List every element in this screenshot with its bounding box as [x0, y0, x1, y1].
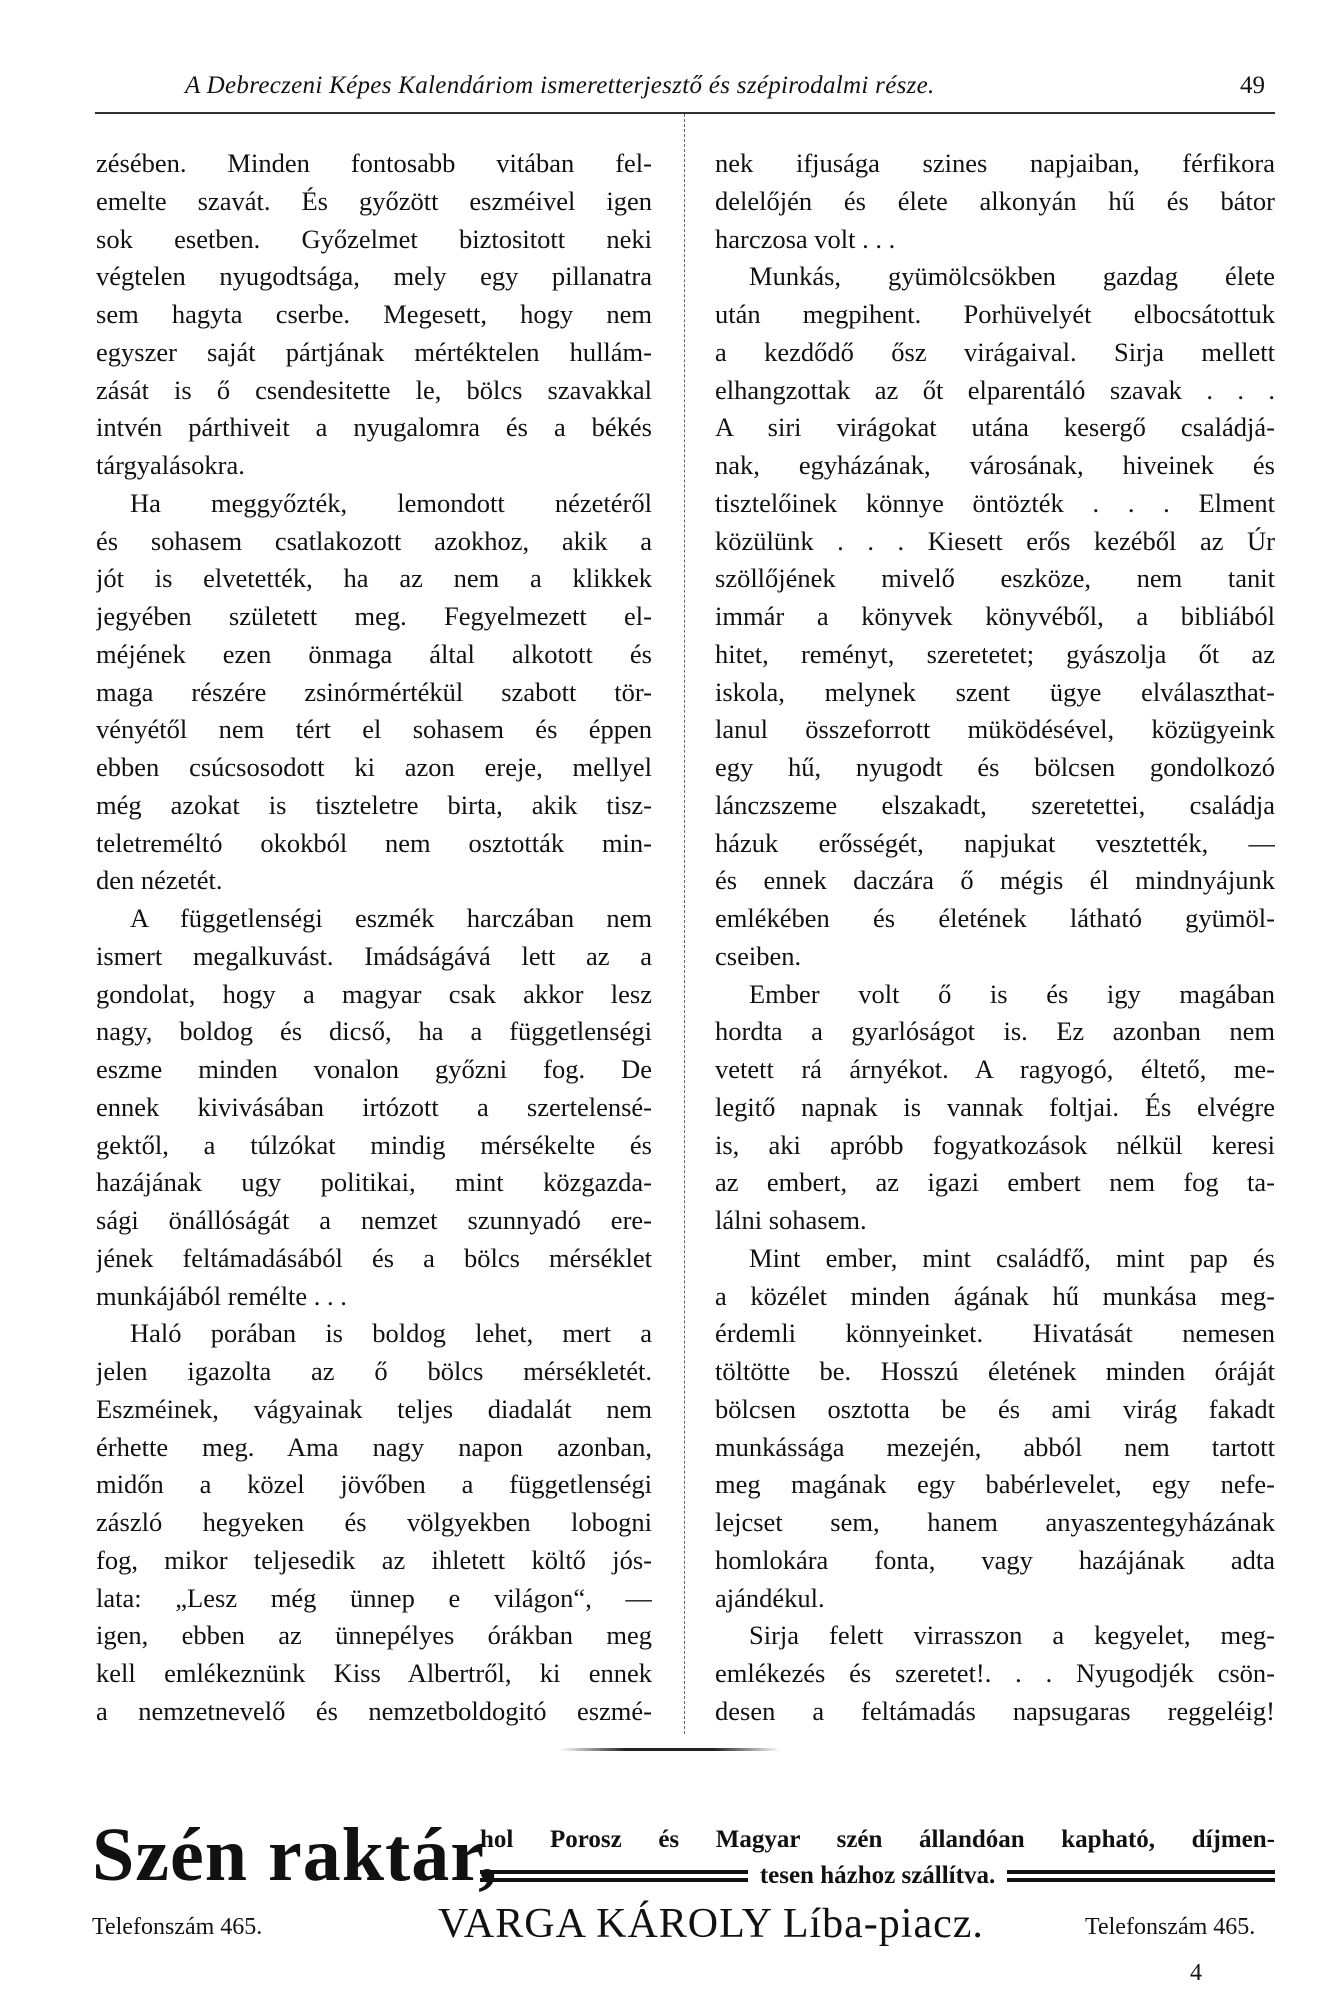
text-line: méjének ezen önmaga által alkotott és: [96, 638, 652, 669]
text-line: érhette meg. Ama nagy napon azonban,: [96, 1431, 652, 1462]
text-line: házuk erősségét, napjukat vesztették, —: [715, 827, 1275, 858]
ad-line-2-row: [480, 1862, 1275, 1890]
text-line: hitet, reményt, szeretetet; gyászolja őt az: [715, 638, 1275, 669]
text-line: végtelen nyugodtsága, mely egy pillanatra: [96, 261, 652, 292]
text-line: legitő napnak is vannak foltjai. És elvégre: [715, 1091, 1275, 1122]
right-column: [715, 145, 1275, 1731]
page-number: 49: [1240, 72, 1265, 99]
text-line: zását is ő csendesitette le, bölcs szavakkal: [96, 374, 652, 405]
column-divider: [684, 114, 685, 1734]
text-line: Sirja felett virrasszon a kegyelet, meg-: [749, 1620, 1275, 1651]
header-rule: [95, 112, 1275, 114]
text-line: delelőjén és élete alkonyán hű és bátor: [715, 185, 1275, 216]
ad-phone-left: Telefonszám 465.: [92, 1914, 263, 1940]
left-column: [96, 145, 652, 1731]
text-line: után megpihent. Porhüvelyét elbocsátottuk: [715, 299, 1275, 329]
text-line: emelte szavát. És győzött eszméivel igen: [96, 185, 652, 216]
text-line: bölcsen osztotta be és ami virág fakadt: [715, 1393, 1275, 1424]
text-line: fog, mikor teljesedik az ihletett költő jós-: [96, 1544, 652, 1575]
text-line: a kezdődő ősz virágaival. Sirja mellett: [715, 336, 1275, 367]
text-line: gondolat, hogy a magyar csak akkor lesz: [96, 978, 652, 1009]
text-line: és sohasem csatlakozott azokhoz, akik a: [96, 525, 652, 556]
double-rule: [1007, 1870, 1275, 1882]
text-line: emlékezés és szeretet!. . . Nyugodjék csön-: [715, 1658, 1275, 1688]
text-line: tárgyalásokra.: [96, 450, 245, 480]
text-line: a nemzetnevelő és nemzetboldogitó eszmé-: [96, 1695, 652, 1726]
text-line: lata: „Lesz még ünnep e világon“, —: [96, 1582, 652, 1613]
signature-mark: 4: [1190, 1960, 1202, 1986]
text-line: az embert, az igazi embert nem fog ta-: [715, 1167, 1275, 1198]
text-line: lálni sohasem.: [715, 1205, 867, 1235]
text-line: harczosa volt . . .: [715, 223, 896, 254]
ad-phone-right: Telefonszám 465.: [1085, 1914, 1256, 1940]
text-line: zésében. Minden fontosabb vitában fel-: [96, 148, 652, 178]
text-line: jelen igazolta az ő bölcs mérsékletét.: [96, 1356, 652, 1386]
ad-title: Szén raktár,: [92, 1813, 499, 1897]
text-line: szöllőjének mivelő eszköze, nem tanit: [715, 563, 1275, 594]
text-line: jót is elvetették, ha az nem a klikkek: [96, 563, 652, 594]
text-line: még azokat is tiszteletre birta, akik tisz-: [96, 789, 652, 820]
text-line: nek ifjusága szines napjaiban, férfikora: [715, 148, 1275, 178]
text-line: teletreméltó okokból nem osztották min-: [96, 827, 652, 858]
text-line: den nézetét.: [96, 865, 223, 896]
text-line: kell emlékeznünk Kiss Albertről, ki ennek: [96, 1658, 652, 1688]
text-line: nagy, boldog és dicső, ha a függetlenségi: [96, 1016, 652, 1047]
text-line: A függetlenségi eszmék harczában nem: [130, 903, 652, 933]
text-line: tisztelőinek könnye öntözték . . . Elment: [715, 487, 1275, 518]
text-line: érdemli könnyeinket. Hivatását nemesen: [715, 1318, 1275, 1349]
text-line: emlékében és életének látható gyümöl-: [715, 903, 1275, 933]
text-line: nak, egyházának, városának, hiveinek és: [715, 450, 1275, 480]
ad-line-2: tesen házhoz szállítva.: [759, 1862, 996, 1889]
text-line: zászló hegyeken és völgyekben lobogni: [96, 1507, 652, 1537]
text-line: meg magának egy babérlevelet, egy nefe-: [715, 1469, 1275, 1500]
text-line: lánczszeme elszakadt, szeretettei, családja: [715, 789, 1275, 820]
text-line: iskola, melynek szent ügye elválaszthat-: [715, 676, 1275, 707]
double-rule: [480, 1870, 748, 1882]
text-line: is, aki apróbb fogyatkozások nélkül keresi: [715, 1129, 1275, 1160]
ad-merchant: VARGA KÁROLY Líba-piacz.: [438, 1901, 984, 1947]
text-line: lejcset sem, hanem anyaszentegyházának: [715, 1507, 1275, 1537]
text-line: Eszméinek, vágyainak teljes diadalát nem: [96, 1393, 652, 1424]
text-line: sági önállóságát a nemzet szunnyadó ere-: [96, 1205, 652, 1235]
text-line: vetett rá árnyékot. A ragyogó, éltető, me-: [715, 1054, 1275, 1084]
text-line: A siri virágokat utána kesergő családjá-: [715, 412, 1275, 443]
text-line: egy hű, nyugodt és bölcsen gondolkozó: [715, 752, 1275, 782]
text-line: Ha meggyőzték, lemondott nézetéről: [130, 487, 652, 518]
text-line: igen, ebben az ünnepélyes órákban meg: [96, 1620, 652, 1651]
text-line: Haló porában is boldog lehet, mert a: [130, 1318, 652, 1349]
text-line: ajándékul.: [715, 1582, 825, 1613]
text-line: maga részére zsinórmértékül szabott tör-: [96, 676, 652, 707]
text-line: jegyében született meg. Fegyelmezett el-: [96, 601, 652, 631]
text-line: intvén párthiveit a nyugalomra és a békés: [96, 412, 652, 443]
text-line: midőn a közel jövőben a függetlenségi: [96, 1469, 652, 1500]
text-line: cseiben.: [715, 940, 802, 971]
text-line: eszme minden vonalon győzni fog. De: [96, 1054, 652, 1084]
text-line: Ember volt ő is és igy magában: [749, 978, 1275, 1009]
text-line: ennek kivivásában irtózott a szertelensé-: [96, 1091, 652, 1122]
text-line: elhangzottak az őt elparentáló szavak . . .: [715, 374, 1275, 405]
ornamental-divider: [560, 1748, 780, 1751]
text-line: jének feltámadásából és a bölcs mérséklet: [96, 1242, 652, 1273]
text-line: gektől, a túlzókat mindig mérsékelte és: [96, 1129, 652, 1160]
text-line: ismert megalkuvást. Imádságává lett az a: [96, 940, 652, 971]
text-line: egyszer saját pártjának mértéktelen hullám-: [96, 336, 652, 367]
text-line: desen a feltámadás napsugaras reggeléig!: [715, 1695, 1275, 1726]
text-line: lanul összeforrott müködésével, közügyeink: [715, 714, 1275, 745]
text-line: Munkás, gyümölcsökben gazdag élete: [749, 261, 1275, 292]
ad-line-1: hol Porosz és Magyar szén állandóan kapható, díjmen-: [480, 1826, 1275, 1853]
text-line: hazájának ugy politikai, mint közgazda-: [96, 1167, 652, 1198]
text-line: töltötte be. Hosszú életének minden óráját: [715, 1356, 1275, 1386]
text-line: Mint ember, mint családfő, mint pap és: [749, 1242, 1275, 1273]
text-line: a közélet minden ágának hű munkása meg-: [715, 1280, 1275, 1311]
text-line: sok esetben. Győzelmet biztositott neki: [96, 223, 652, 254]
text-line: munkássága mezején, abból nem tartott: [715, 1431, 1275, 1462]
text-line: homlokára fonta, vagy hazájának adta: [715, 1544, 1275, 1575]
text-line: közülünk . . . Kiesett erős kezéből az Úr: [715, 525, 1275, 556]
text-line: immár a könyvek könyvéből, a bibliából: [715, 601, 1275, 631]
text-line: sem hagyta cserbe. Megesett, hogy nem: [96, 299, 652, 329]
text-line: vényétől nem tért el sohasem és éppen: [96, 714, 652, 745]
text-line: ebben csúcsosodott ki azon ereje, mellyel: [96, 752, 652, 782]
text-line: és ennek daczára ő mégis él mindnyájunk: [715, 865, 1275, 896]
text-line: hordta a gyarlóságot is. Ez azonban nem: [715, 1016, 1275, 1047]
text-line: munkájából remélte . . .: [96, 1280, 347, 1311]
running-title: A Debreczeni Képes Kalendáriom ismeretterjesztő és szépirodalmi része.: [185, 72, 935, 99]
